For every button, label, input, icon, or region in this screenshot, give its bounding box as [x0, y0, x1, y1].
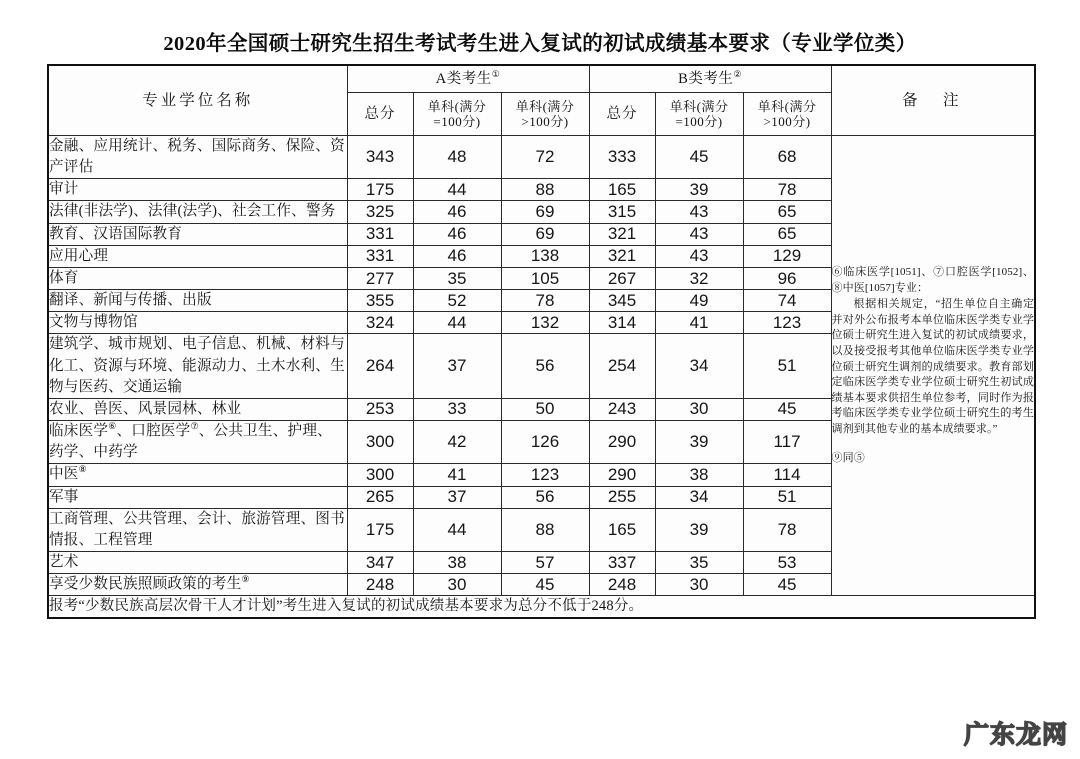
cell-a-gt100: 50	[501, 398, 589, 420]
cell-b-eq100: 43	[655, 245, 743, 267]
cell-b-eq100: 34	[655, 486, 743, 508]
cell-a-total: 325	[347, 201, 413, 223]
cell-b-total: 254	[589, 334, 655, 398]
cell-b-total: 321	[589, 245, 655, 267]
cell-b-eq100: 34	[655, 334, 743, 398]
table-row	[48, 136, 1035, 179]
footnote-row	[48, 596, 1035, 618]
table-header	[48, 65, 1035, 136]
header-b-total: 总分	[589, 93, 655, 136]
cell-b-gt100: 53	[743, 551, 831, 573]
cell-a-total: 331	[347, 223, 413, 245]
cell-a-eq100: 37	[413, 486, 501, 508]
header-group-b	[589, 65, 831, 93]
cell-a-eq100: 44	[413, 312, 501, 334]
cell-b-eq100: 35	[655, 551, 743, 573]
row-subject-name: 文物与博物馆	[48, 312, 347, 334]
cell-b-total: 345	[589, 290, 655, 312]
header-b-single-gt100-line1: 单科(满分	[757, 98, 817, 114]
header-row-group	[48, 65, 1035, 93]
header-a-single-eq100	[413, 93, 501, 136]
header-b-single-gt100-line2: >100分)	[763, 114, 811, 129]
cell-a-gt100: 78	[501, 290, 589, 312]
remarks-tail: ⑨同⑤	[831, 451, 865, 464]
score-table-container	[47, 64, 1034, 619]
cell-b-gt100: 74	[743, 290, 831, 312]
cell-a-eq100: 46	[413, 201, 501, 223]
header-b-single-eq100-line2: =100分)	[675, 114, 723, 129]
header-group-b-label: B类考生	[678, 70, 734, 87]
header-group-a-label: A类考生	[435, 70, 492, 87]
cell-a-gt100: 123	[501, 464, 589, 486]
header-a-single-eq100-line2: =100分)	[433, 114, 481, 129]
cell-b-gt100: 78	[743, 508, 831, 551]
row-subject-name: 教育、汉语国际教育	[48, 223, 347, 245]
cell-b-total: 321	[589, 223, 655, 245]
cell-a-gt100: 138	[501, 245, 589, 267]
row-subject-name: 工商管理、公共管理、会计、旅游管理、图书情报、工程管理	[48, 508, 347, 551]
cell-a-eq100: 41	[413, 464, 501, 486]
cell-b-gt100: 51	[743, 486, 831, 508]
cell-a-total: 355	[347, 290, 413, 312]
cell-b-gt100: 78	[743, 179, 831, 201]
cell-a-eq100: 35	[413, 267, 501, 289]
cell-a-total: 265	[347, 486, 413, 508]
cell-b-total: 267	[589, 267, 655, 289]
cell-a-gt100: 126	[501, 421, 589, 464]
cell-a-total: 248	[347, 574, 413, 596]
cell-b-total: 290	[589, 421, 655, 464]
cell-a-total: 347	[347, 551, 413, 573]
cell-a-gt100: 56	[501, 486, 589, 508]
cell-b-total: 337	[589, 551, 655, 573]
cell-b-eq100: 39	[655, 508, 743, 551]
cell-b-eq100: 39	[655, 179, 743, 201]
row-subject-name: 中医⑧	[48, 464, 347, 486]
header-group-a	[347, 65, 589, 93]
footnote-marker: ⑦	[190, 421, 199, 432]
cell-a-gt100: 45	[501, 574, 589, 596]
cell-a-gt100: 69	[501, 223, 589, 245]
cell-b-gt100: 123	[743, 312, 831, 334]
cell-a-total: 300	[347, 464, 413, 486]
cell-a-eq100: 33	[413, 398, 501, 420]
page-title: 2020年全国硕士研究生招生考试考生进入复试的初试成绩基本要求（专业学位类）	[163, 33, 917, 55]
cell-b-eq100: 32	[655, 267, 743, 289]
cell-a-total: 175	[347, 179, 413, 201]
header-a-single-gt100	[501, 93, 589, 136]
cell-a-eq100: 52	[413, 290, 501, 312]
cell-a-gt100: 132	[501, 312, 589, 334]
cell-a-eq100: 38	[413, 551, 501, 573]
cell-a-gt100: 57	[501, 551, 589, 573]
cell-b-total: 290	[589, 464, 655, 486]
cell-a-gt100: 56	[501, 334, 589, 398]
row-subject-name: 体育	[48, 267, 347, 289]
cell-b-eq100: 43	[655, 223, 743, 245]
cell-b-eq100: 30	[655, 574, 743, 596]
header-b-single-eq100-line1: 单科(满分	[669, 98, 729, 114]
footnote-marker-2: ②	[733, 69, 742, 80]
footnote-marker: ⑧	[78, 464, 87, 475]
cell-a-gt100: 69	[501, 201, 589, 223]
header-subject-name: 专业学位名称	[48, 65, 347, 136]
cell-b-eq100: 49	[655, 290, 743, 312]
footnote-text: 报考“少数民族高层次骨干人才计划”考生进入复试的初试成绩基本要求为总分不低于248分。	[48, 596, 1035, 618]
cell-a-eq100: 37	[413, 334, 501, 398]
footnote-marker: ⑥	[108, 421, 117, 432]
cell-a-eq100: 42	[413, 421, 501, 464]
row-subject-name: 享受少数民族照顾政策的考生⑨	[48, 574, 347, 596]
cell-b-eq100: 38	[655, 464, 743, 486]
cell-a-eq100: 44	[413, 508, 501, 551]
cell-b-gt100: 45	[743, 574, 831, 596]
cell-b-eq100: 39	[655, 421, 743, 464]
remarks-body: 根据相关规定，“招生单位自主确定并对外公布报考本单位临床医学类专业学位硕士研究生进入复试的初试成绩要求，以及接受报考其他单位临床医学类专业学位硕士研究生调剂的成绩要求。教育部划定临床医学类专业学位硕士研究生初试成绩基本要求供招生单位参考，同时作为报考临床医学类专业学位硕士研究生的考生调剂到其他专业的基本成绩要求。”	[831, 298, 1035, 436]
cell-a-gt100: 105	[501, 267, 589, 289]
cell-b-gt100: 45	[743, 398, 831, 420]
score-requirements-table	[47, 64, 1036, 619]
cell-b-gt100: 51	[743, 334, 831, 398]
cell-a-eq100: 44	[413, 179, 501, 201]
table-body	[48, 136, 1035, 618]
cell-b-gt100: 65	[743, 223, 831, 245]
remarks-cell	[831, 136, 1035, 596]
header-b-single-gt100	[743, 93, 831, 136]
cell-b-total: 333	[589, 136, 655, 179]
row-subject-name: 建筑学、城市规划、电子信息、机械、材料与化工、资源与环境、能源动力、土木水利、生物与医药、交通运输	[48, 334, 347, 398]
cell-b-eq100: 43	[655, 201, 743, 223]
row-subject-name: 艺术	[48, 551, 347, 573]
watermark: 广东龙网	[963, 720, 1068, 749]
header-a-single-eq100-line1: 单科(满分	[427, 98, 487, 114]
cell-b-eq100: 30	[655, 398, 743, 420]
cell-a-eq100: 46	[413, 245, 501, 267]
cell-a-total: 175	[347, 508, 413, 551]
header-remarks: 备 注	[831, 65, 1035, 136]
cell-b-gt100: 117	[743, 421, 831, 464]
cell-b-gt100: 96	[743, 267, 831, 289]
header-a-single-gt100-line2: >100分)	[521, 114, 569, 129]
header-a-total: 总分	[347, 93, 413, 136]
cell-b-gt100: 114	[743, 464, 831, 486]
row-subject-name: 军事	[48, 486, 347, 508]
header-a-single-gt100-line1: 单科(满分	[515, 98, 575, 114]
cell-b-gt100: 129	[743, 245, 831, 267]
cell-a-gt100: 88	[501, 179, 589, 201]
row-subject-name: 法律(非法学)、法律(法学)、社会工作、警务	[48, 201, 347, 223]
cell-b-total: 165	[589, 508, 655, 551]
cell-a-eq100: 30	[413, 574, 501, 596]
cell-b-gt100: 68	[743, 136, 831, 179]
cell-a-total: 300	[347, 421, 413, 464]
cell-b-total: 248	[589, 574, 655, 596]
footnote-marker-1: ①	[491, 69, 501, 80]
cell-a-total: 343	[347, 136, 413, 179]
row-subject-name: 农业、兽医、风景园林、林业	[48, 398, 347, 420]
cell-a-eq100: 46	[413, 223, 501, 245]
cell-a-eq100: 48	[413, 136, 501, 179]
cell-a-total: 264	[347, 334, 413, 398]
cell-a-total: 324	[347, 312, 413, 334]
row-subject-name: 应用心理	[48, 245, 347, 267]
header-b-single-eq100	[655, 93, 743, 136]
cell-b-total: 315	[589, 201, 655, 223]
cell-b-total: 243	[589, 398, 655, 420]
row-subject-name: 翻译、新闻与传播、出版	[48, 290, 347, 312]
footnote-marker: ⑨	[241, 574, 250, 585]
cell-b-eq100: 45	[655, 136, 743, 179]
cell-b-eq100: 41	[655, 312, 743, 334]
cell-a-total: 277	[347, 267, 413, 289]
cell-a-gt100: 88	[501, 508, 589, 551]
cell-b-total: 255	[589, 486, 655, 508]
cell-b-total: 165	[589, 179, 655, 201]
row-subject-name: 临床医学⑥、口腔医学⑦、公共卫生、护理、药学、中药学	[48, 421, 347, 464]
cell-a-gt100: 72	[501, 136, 589, 179]
row-subject-name: 审计	[48, 179, 347, 201]
cell-b-gt100: 65	[743, 201, 831, 223]
row-subject-name: 金融、应用统计、税务、国际商务、保险、资产评估	[48, 136, 347, 179]
remarks-lead: ⑥临床医学[1051]、⑦口腔医学[1052]、⑧中医[1057]专业：	[831, 265, 1035, 294]
cell-b-total: 314	[589, 312, 655, 334]
cell-a-total: 331	[347, 245, 413, 267]
cell-a-total: 253	[347, 398, 413, 420]
